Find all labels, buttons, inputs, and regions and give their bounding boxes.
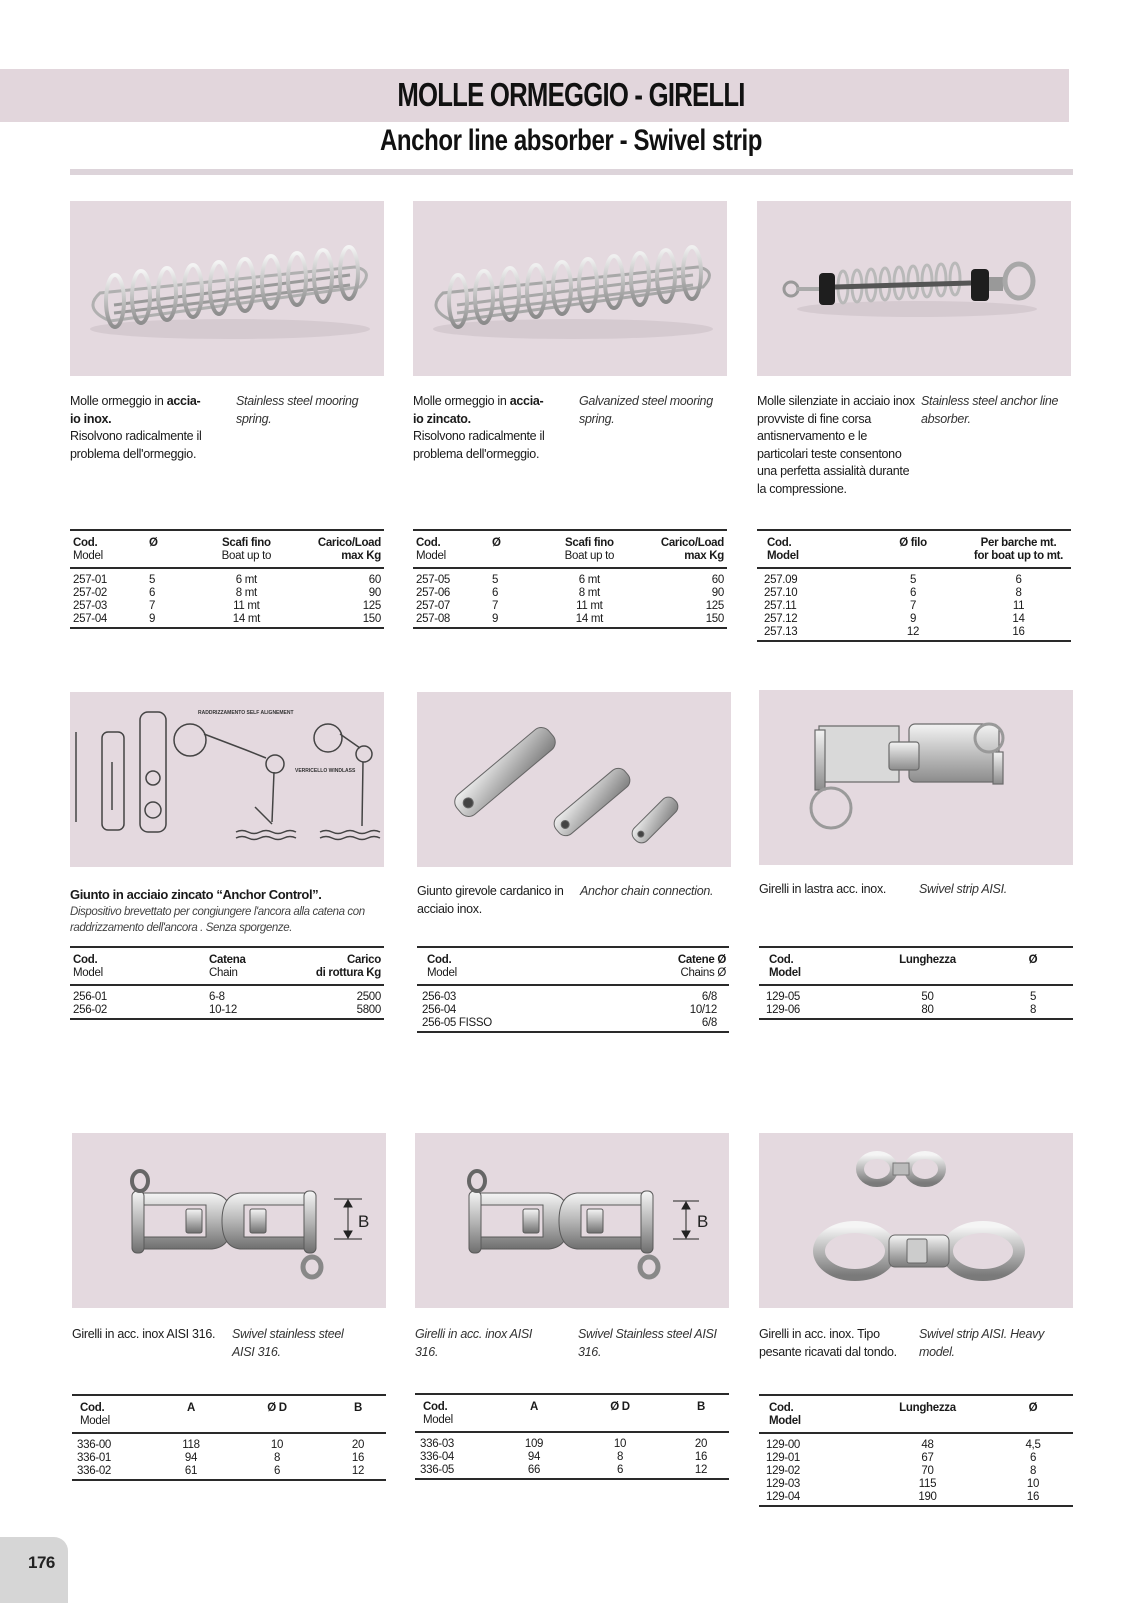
product-description: [759, 881, 1073, 899]
table-row: 257-03 7 11 mt 125: [73, 600, 381, 612]
col-header: Ø filo: [899, 537, 927, 549]
product-description: [417, 883, 731, 918]
desc-en: Stainless steel mooring spring.: [236, 394, 359, 426]
spec-table: [72, 1394, 386, 1481]
spring-icon: [70, 201, 384, 376]
spec-table: [70, 529, 384, 629]
col-header: A: [186, 1402, 195, 1414]
desc-it-bold-2: io zincato.: [413, 411, 471, 426]
product-card-cardan-joint: [417, 692, 731, 1029]
col-header: Cod. Model: [767, 537, 799, 562]
technical-diagram-icon: [70, 692, 384, 867]
col-header: Ø: [1028, 954, 1038, 966]
desc-it: Girelli in acc. inox AISI 316.: [415, 1327, 533, 1359]
product-image-cardan-joint: [417, 692, 731, 867]
product-description: [70, 393, 384, 463]
desc-it-part2: Risolvono radicalmente il problema dell'ormeggio.: [70, 429, 202, 461]
col-header: Cod. Model: [80, 1402, 110, 1427]
table-row: 129-04 190 16: [766, 1491, 1040, 1503]
col-header: Cod. Model: [769, 954, 801, 979]
table-row: 129-03 115 10: [766, 1478, 1040, 1490]
table-row: 336-03 109 10 20: [420, 1438, 708, 1450]
table-row: 257.09 5 6: [764, 574, 1022, 586]
desc-it-bold: accia-: [509, 394, 544, 408]
table-row: 256-03 6/8: [422, 991, 717, 1003]
table-row: 256-01 6-8 2500: [73, 991, 381, 1003]
page-number-tab: [0, 1537, 68, 1603]
col-header: Cod. Model: [73, 954, 103, 979]
table-row: 336-01 94 8 16: [77, 1452, 365, 1464]
table-row: 257.10 6 8: [764, 587, 1022, 599]
desc-it-sub: Dispositivo brevettato per congiungere l'ancora alla catena con raddrizzamento dell'ancora . Senza sporgenze.: [70, 905, 365, 934]
jaw-swivel-icon: [415, 1133, 729, 1308]
product-image-plate-swivel: [759, 690, 1073, 865]
desc-en: Anchor chain connection.: [580, 884, 714, 898]
col-header: Lunghezza: [899, 1402, 956, 1414]
table-row: 336-04 94 8 16: [420, 1451, 708, 1463]
table-row: 256-04 10/12: [422, 1004, 717, 1016]
product-image-galvanized-spring: [413, 201, 727, 376]
col-header: Cod. Model: [423, 1401, 453, 1426]
table-row: 257.11 7 11: [764, 600, 1025, 612]
table-row: 257-05 5 6 mt 60: [416, 574, 724, 586]
dimension-label-b: B: [697, 1212, 709, 1231]
table-row: 129-00 48 4,5: [766, 1439, 1041, 1451]
page-subtitle: Anchor line absorber - Swivel strip: [379, 124, 763, 157]
page-title: MOLLE ORMEGGIO - GIRELLI: [397, 76, 745, 113]
desc-en: Galvanized steel mooring spring.: [579, 394, 713, 426]
swivel-joint-icon: [417, 692, 731, 867]
product-image-jaw-swivel-2: [415, 1133, 729, 1308]
col-header: Cod. Model: [427, 954, 457, 979]
desc-it: Girelli in acc. inox. Tipo pesante ricavati dal tondo.: [759, 1327, 897, 1359]
table-row: 129-02 70 8: [766, 1465, 1037, 1477]
table-row: 129-06 80 8: [766, 1004, 1037, 1016]
col-header: A: [529, 1401, 538, 1413]
col-header: Cod. Model: [73, 537, 103, 562]
product-description: [759, 1326, 1073, 1361]
product-card-galvanized-spring: [413, 201, 727, 625]
col-header: Scafi fino Boat up to: [221, 537, 272, 562]
product-card-plate-swivel: [759, 690, 1073, 1016]
table-row: 257-08 9 14 mt 150: [416, 613, 724, 625]
table-row: 256-05 FISSO 6/8: [422, 1017, 717, 1029]
spec-table: [417, 946, 729, 1033]
diagram-label-windlass: VERRICELLO WINDLASS: [295, 768, 356, 774]
product-card-stainless-spring: [70, 201, 384, 625]
col-header: Ø D: [267, 1402, 287, 1414]
product-card-jaw-swivel-2: [415, 1133, 729, 1476]
desc-en: Stainless steel anchor line absorber.: [921, 394, 1059, 426]
spec-table: [70, 946, 384, 1020]
absorber-icon: [757, 201, 1071, 376]
col-header: Ø: [149, 537, 158, 549]
col-header: B: [696, 1401, 705, 1413]
spec-table: [415, 1393, 729, 1480]
dimension-label-b: B: [358, 1212, 370, 1231]
desc-it-bold-2: io inox.: [70, 411, 112, 426]
table-row: 256-02 10-12 5800: [73, 1004, 381, 1016]
col-header: Catene Ø Chains Ø: [677, 954, 726, 979]
product-image-anchor-control-diagram: [70, 692, 384, 867]
table-row: 336-05 66 6 12: [420, 1464, 708, 1476]
product-card-jaw-swivel: [72, 1133, 386, 1477]
spec-table: [759, 1394, 1073, 1507]
col-header: Carico di rottura Kg: [315, 954, 381, 979]
product-description: [415, 1326, 729, 1361]
table-row: 257-07 7 11 mt 125: [416, 600, 724, 612]
desc-it: Girelli in lastra acc. inox.: [759, 882, 887, 896]
table-row: 257.13 12 16: [764, 626, 1025, 638]
col-header: Carico/Load max Kg: [317, 537, 381, 562]
col-header: Carico/Load max Kg: [660, 537, 724, 562]
product-card-anchor-absorber: [757, 201, 1071, 638]
desc-it-bold: accia-: [166, 394, 201, 408]
table-row: 257.12 9 14: [764, 613, 1025, 625]
spec-table: [759, 946, 1073, 1020]
desc-it: Girelli in acc. inox AISI 316.: [72, 1327, 216, 1341]
spec-table: [757, 529, 1071, 642]
col-header: Cod. Model: [416, 537, 446, 562]
product-image-anchor-absorber: [757, 201, 1071, 376]
desc-it: Molle silenziate in acciaio inox provviste di fine corsa antisnervamento e le particolari teste consentono una perfetta assialità durante la compressione.: [757, 394, 915, 496]
desc-en: Swivel stainless steel AISI 316.: [232, 1327, 344, 1359]
product-image-jaw-swivel: [72, 1133, 386, 1308]
eye-swivel-icon: [759, 1133, 1073, 1308]
table-row: 336-00 118 10 20: [77, 1439, 365, 1451]
spring-icon: [413, 201, 727, 376]
product-image-heavy-swivel: [759, 1133, 1073, 1308]
col-header: Catena Chain: [209, 954, 246, 979]
table-row: 257-02 6 8 mt 90: [73, 587, 381, 599]
diagram-label-align: RADDRIZZAMENTO SELF ALIGNEMENT: [198, 710, 294, 716]
col-header: Ø: [1028, 1402, 1038, 1414]
desc-it-title: Giunto in acciaio zincato “Anchor Control”.: [70, 887, 322, 902]
desc-it-part2: Risolvono radicalmente il problema dell'ormeggio.: [413, 429, 545, 461]
table-row: 129-05 50 5: [766, 991, 1037, 1003]
jaw-swivel-icon: [72, 1133, 386, 1308]
product-image-stainless-spring: [70, 201, 384, 376]
desc-en: Swivel strip AISI.: [919, 882, 1007, 896]
product-description: [70, 886, 384, 936]
table-row: 336-02 61 6 12: [77, 1465, 365, 1477]
desc-it: Giunto girevole cardanico in acciaio inox.: [417, 884, 564, 916]
spec-table: [413, 529, 727, 629]
table-row: 257-01 5 6 mt 60: [73, 574, 381, 586]
col-header: B: [353, 1402, 362, 1414]
table-row: 257-04 9 14 mt 150: [73, 613, 381, 625]
product-description: [413, 393, 727, 463]
table-row: 129-01 67 6: [766, 1452, 1037, 1464]
page-number: 176: [28, 1553, 55, 1572]
desc-it-part1: Molle ormeggio in: [70, 394, 167, 408]
product-card-heavy-swivel: [759, 1133, 1073, 1503]
swivel-strip-icon: [759, 690, 1073, 865]
header-rule: [70, 169, 1073, 175]
col-header: Cod. Model: [769, 1402, 801, 1427]
table-row: 257-06 6 8 mt 90: [416, 587, 724, 599]
col-header: Per barche mt. for boat up to mt.: [973, 537, 1064, 562]
col-header: Lunghezza: [899, 954, 956, 966]
desc-en: Swivel Stainless steel AISI 316.: [578, 1327, 717, 1359]
desc-en: Swivel strip AISI. Heavy model.: [919, 1327, 1045, 1359]
desc-it-part1: Molle ormeggio in: [413, 394, 510, 408]
product-description: [757, 393, 1071, 498]
product-card-anchor-control: [70, 692, 384, 1016]
col-header: Ø D: [610, 1401, 630, 1413]
product-description: [72, 1326, 386, 1359]
col-header: Scafi fino Boat up to: [564, 537, 615, 562]
col-header: Ø: [492, 537, 501, 549]
